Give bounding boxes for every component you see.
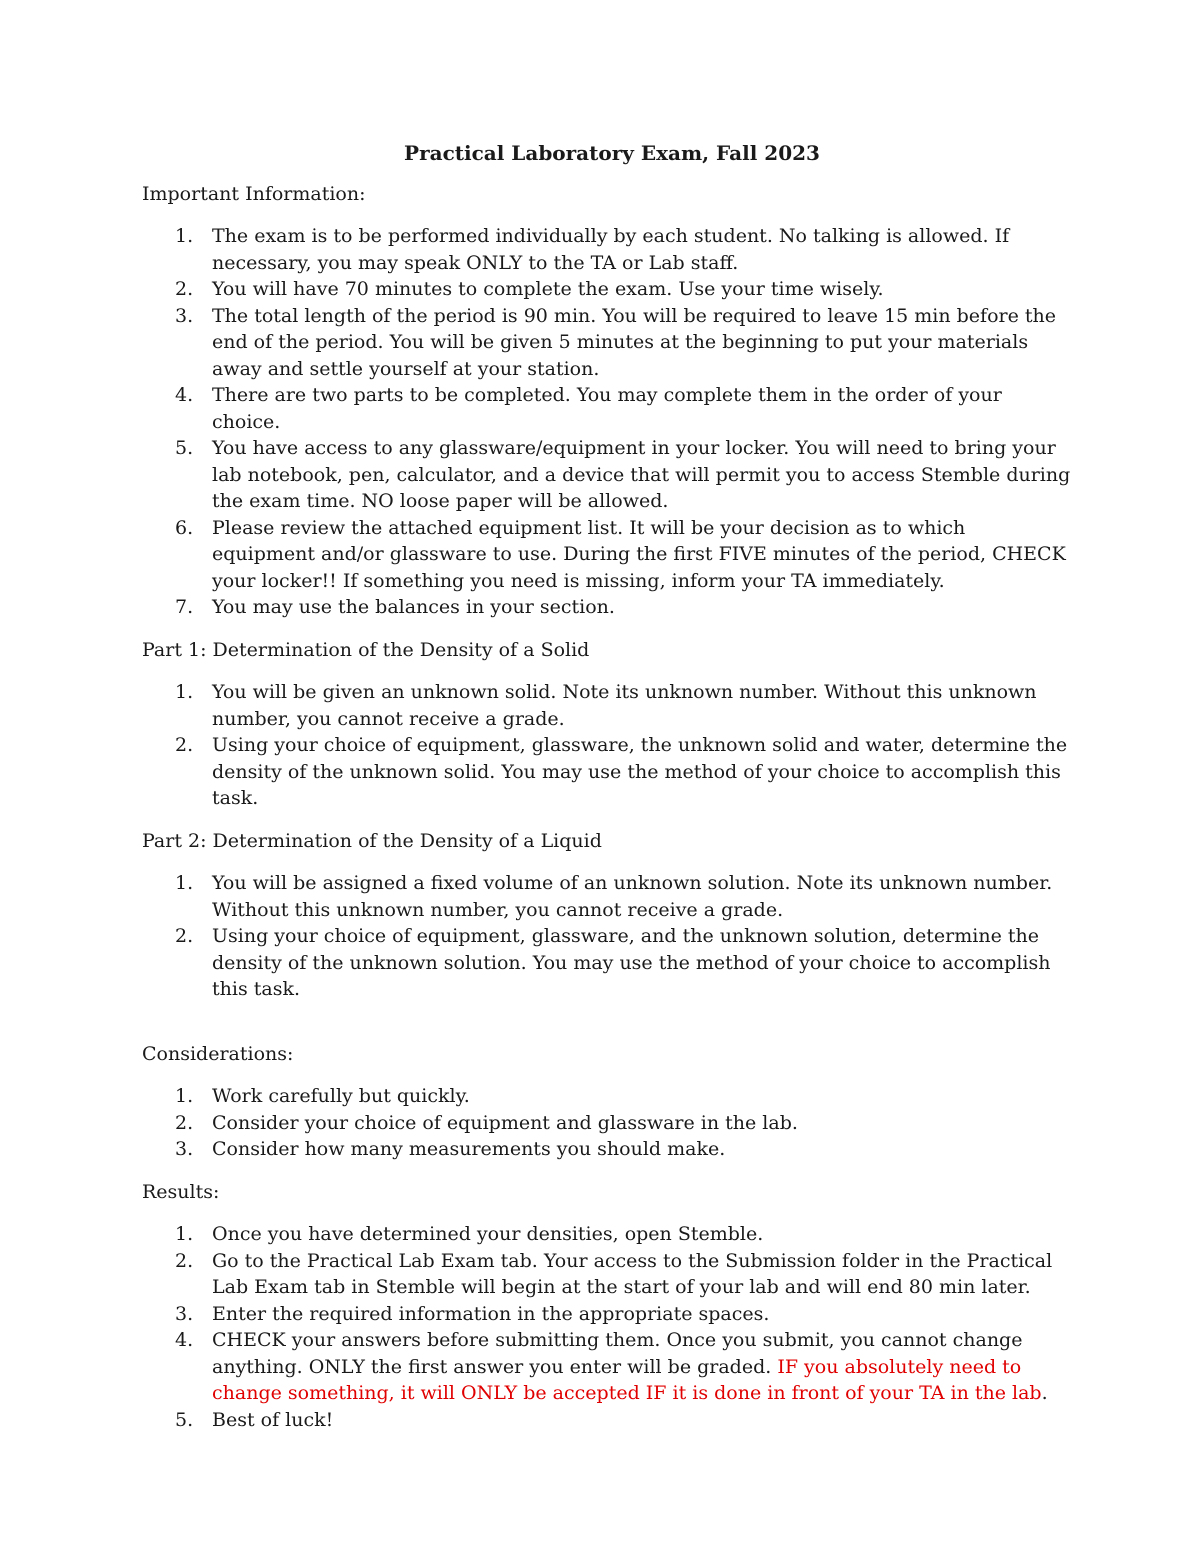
list-number: 4. bbox=[175, 1329, 194, 1351]
list-number: 3. bbox=[175, 1302, 194, 1325]
list-number: 5. bbox=[175, 437, 194, 459]
list-item-text: Best of luck! bbox=[212, 1408, 334, 1431]
list-item bbox=[142, 1083, 1072, 1110]
part2-list bbox=[142, 870, 1072, 1003]
list-number: 4. bbox=[175, 384, 194, 406]
important-list bbox=[142, 223, 1072, 621]
list-number: 5. bbox=[175, 1408, 194, 1431]
list-number: 2. bbox=[175, 1111, 194, 1134]
list-item bbox=[142, 923, 1072, 1003]
list-item bbox=[142, 382, 1072, 435]
list-item-text: You will be given an unknown solid. Note its unknown number. Without this unknown number, you cannot receive a grade. bbox=[212, 681, 1037, 730]
part1-heading: Part 1: Determination of the Density of a Solid bbox=[142, 638, 590, 661]
list-item bbox=[142, 1407, 1072, 1434]
list-number: 1. bbox=[175, 1085, 194, 1107]
list-number: 2. bbox=[175, 1249, 194, 1272]
list-item-text: The exam is to be performed individually by each student. No talking is allowed. If necessary, you may speak ONLY to the TA or Lab staff. bbox=[212, 225, 1010, 274]
document-title: Practical Laboratory Exam, Fall 2023 bbox=[404, 141, 820, 165]
part2-heading: Part 2: Determination of the Density of a Liquid bbox=[142, 829, 602, 852]
list-number: 6. bbox=[175, 516, 194, 539]
list-item-text: Please review the attached equipment list. It will be your decision as to which equipment and/or glassware to use. During the first FIVE minutes of the period, CHECK your locker!! If something you need is missing, inform your TA immediately. bbox=[212, 516, 1066, 592]
list-item-text: Consider your choice of equipment and glassware in the lab. bbox=[212, 1111, 798, 1134]
list-item-text-end: . bbox=[1041, 1382, 1048, 1404]
list-item bbox=[142, 223, 1072, 276]
list-number: 1. bbox=[175, 1223, 194, 1245]
considerations-list bbox=[142, 1083, 1072, 1163]
list-number: 3. bbox=[175, 304, 194, 327]
important-heading: Important Information: bbox=[142, 182, 366, 205]
list-item-text: The total length of the period is 90 min. You will be required to leave 15 min before the end of the period. You will be given 5 minutes at the beginning to put your materials away and settle yourself at your station. bbox=[212, 304, 1056, 380]
list-item-text: Using your choice of equipment, glassware, and the unknown solution, determine the density of the unknown solution. You may use the method of your choice to accomplish this task. bbox=[212, 925, 1051, 1000]
list-item-text: Enter the required information in the appropriate spaces. bbox=[212, 1302, 770, 1325]
list-number: 2. bbox=[175, 734, 194, 756]
list-item bbox=[142, 1221, 1072, 1248]
list-item-text: Consider how many measurements you should make. bbox=[212, 1138, 726, 1160]
list-item bbox=[142, 1301, 1072, 1328]
list-item-text: You have access to any glassware/equipment in your locker. You will need to bring your lab notebook, pen, calculator, and a device that will permit you to access Stemble during the exam time. NO loose paper will be allowed. bbox=[212, 437, 1071, 512]
list-item bbox=[142, 679, 1072, 732]
list-item bbox=[142, 870, 1072, 923]
list-item-text: You may use the balances in your section. bbox=[212, 596, 615, 618]
results-list bbox=[142, 1221, 1072, 1433]
list-item bbox=[142, 1327, 1072, 1407]
list-item bbox=[142, 515, 1072, 595]
list-item-text: CHECK your answers before submitting them. Once you submit, you cannot change anything. ONLY the first answer you enter will be graded. bbox=[212, 1329, 1023, 1378]
list-item bbox=[142, 276, 1072, 303]
warning-text: IF you absolutely need to change something, it will ONLY be accepted IF it is done in front of your TA in the lab bbox=[212, 1355, 1042, 1404]
list-item-text: Once you have determined your densities, open Stemble. bbox=[212, 1223, 764, 1245]
list-number: 2. bbox=[175, 925, 194, 947]
list-item bbox=[142, 1110, 1072, 1137]
list-item bbox=[142, 1248, 1072, 1301]
considerations-heading: Considerations: bbox=[142, 1042, 294, 1065]
part1-list bbox=[142, 679, 1072, 812]
list-item bbox=[142, 435, 1072, 515]
results-heading: Results: bbox=[142, 1180, 220, 1203]
list-item-text: Go to the Practical Lab Exam tab. Your access to the Submission folder in the Practical Lab Exam tab in Stemble will begin at the start of your lab and will end 80 min later. bbox=[212, 1249, 1053, 1298]
list-item-text: There are two parts to be completed. You may complete them in the order of your choice. bbox=[212, 384, 1002, 433]
list-number: 2. bbox=[175, 278, 194, 300]
document-page bbox=[142, 140, 1072, 1449]
list-item-text: Work carefully but quickly. bbox=[212, 1085, 470, 1107]
list-number: 1. bbox=[175, 872, 194, 894]
list-number: 7. bbox=[175, 596, 194, 618]
list-number: 1. bbox=[175, 225, 194, 247]
list-number: 3. bbox=[175, 1138, 194, 1160]
list-item-text: You will have 70 minutes to complete the exam. Use your time wisely. bbox=[212, 278, 884, 300]
list-item bbox=[142, 303, 1072, 383]
list-number: 1. bbox=[175, 681, 194, 703]
list-item bbox=[142, 1136, 1072, 1163]
list-item-text: You will be assigned a fixed volume of an unknown solution. Note its unknown number. Without this unknown number, you cannot receive a grade. bbox=[212, 872, 1053, 921]
list-item-text: Using your choice of equipment, glassware, the unknown solid and water, determine the density of the unknown solid. You may use the method of your choice to accomplish this task. bbox=[212, 734, 1068, 809]
list-item bbox=[142, 594, 1072, 621]
list-item bbox=[142, 732, 1072, 812]
